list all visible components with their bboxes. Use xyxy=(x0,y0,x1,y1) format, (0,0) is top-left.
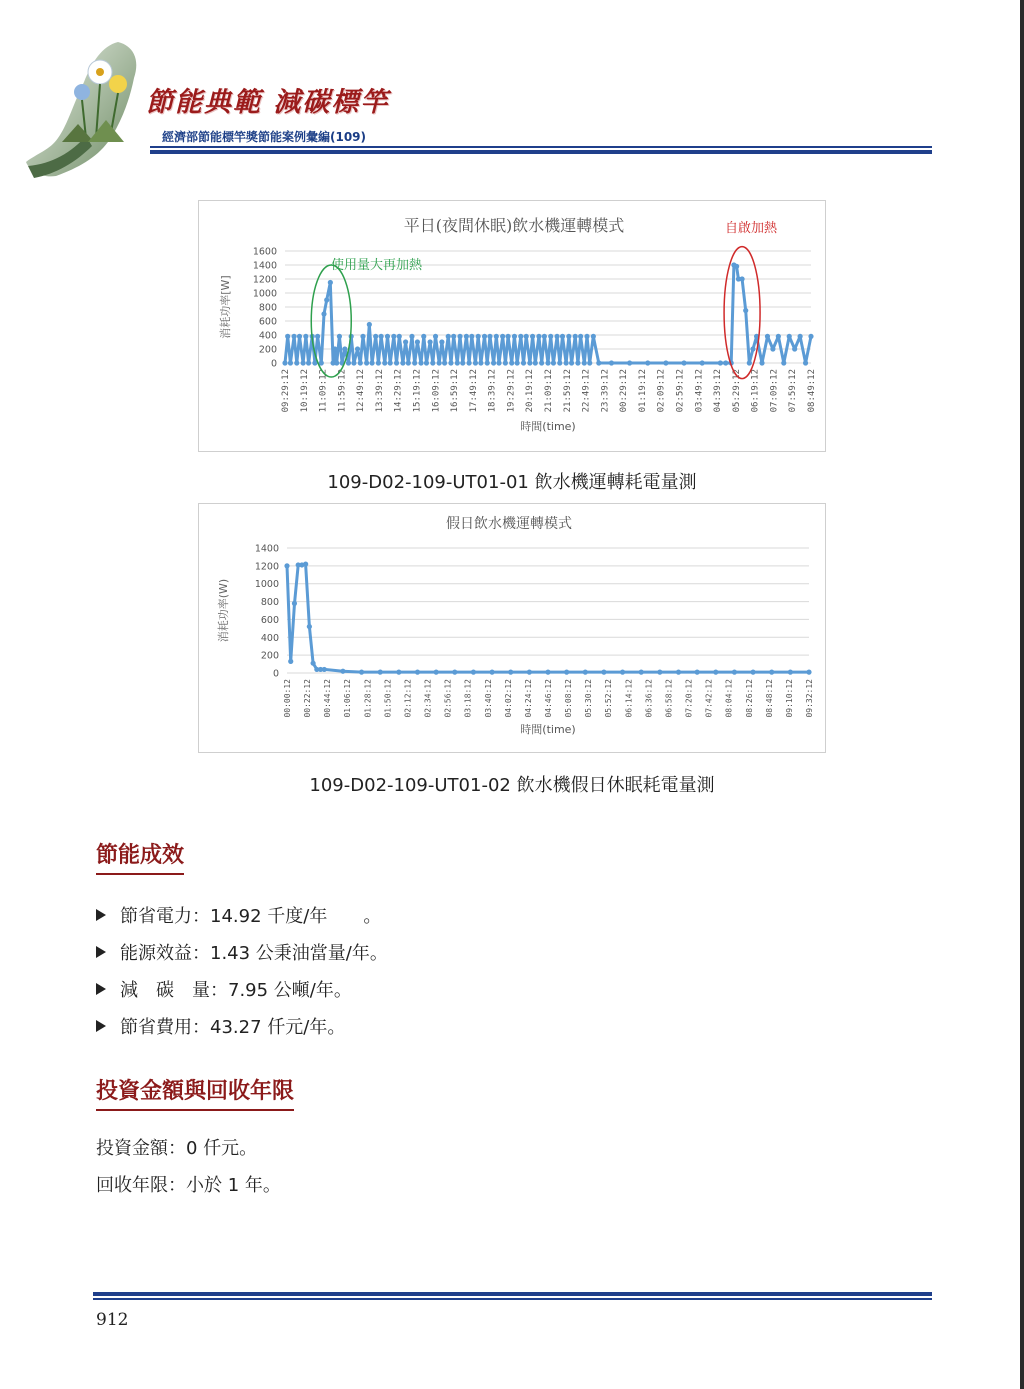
x-tick-label: 21:09:12 xyxy=(544,369,554,413)
data-point xyxy=(451,334,456,339)
data-point xyxy=(564,360,569,365)
y-tick-label: 1400 xyxy=(254,543,279,555)
data-point xyxy=(503,360,508,365)
data-point xyxy=(428,339,433,344)
investment-heading: 投資金額與回收年限 xyxy=(96,1074,294,1111)
data-point xyxy=(478,360,483,365)
data-point xyxy=(700,360,705,365)
list-item xyxy=(96,933,388,970)
data-point xyxy=(803,360,808,365)
data-point xyxy=(521,360,526,365)
data-point xyxy=(288,659,293,664)
data-point xyxy=(340,669,345,674)
x-tick-label: 04:02:12 xyxy=(503,679,513,718)
data-point xyxy=(587,360,592,365)
chart-title: 平日(夜間休眠)飲水機運轉模式 xyxy=(403,216,625,235)
data-point xyxy=(487,334,492,339)
data-point xyxy=(584,334,589,339)
data-point xyxy=(536,334,541,339)
data-point xyxy=(554,334,559,339)
x-tick-label: 21:59:12 xyxy=(562,369,573,413)
x-tick-label: 05:30:12 xyxy=(584,679,594,718)
y-tick-label: 0 xyxy=(270,358,277,370)
savings-electricity: 節省電力：14.92 千度/年 。 xyxy=(120,905,382,927)
y-tick-label: 1200 xyxy=(254,561,279,573)
y-tick-label: 1600 xyxy=(252,246,277,258)
data-point xyxy=(351,360,356,365)
data-point xyxy=(808,334,813,339)
data-point xyxy=(284,563,289,568)
data-point xyxy=(285,334,290,339)
data-point xyxy=(750,670,755,675)
data-point xyxy=(448,360,453,365)
header-rule xyxy=(150,146,932,154)
x-tick-label: 04:39:12 xyxy=(713,369,724,413)
y-tick-label: 600 xyxy=(258,316,277,328)
highlight-ellipse xyxy=(724,247,760,379)
data-point xyxy=(378,670,383,675)
data-point xyxy=(657,670,662,675)
x-tick-label: 03:40:12 xyxy=(483,679,493,718)
data-point xyxy=(473,360,478,365)
x-tick-label: 11:09:12 xyxy=(318,369,329,413)
data-point xyxy=(376,360,381,365)
x-tick-label: 02:34:12 xyxy=(423,679,433,718)
data-point xyxy=(476,334,481,339)
data-point xyxy=(627,360,632,365)
data-point xyxy=(508,670,513,675)
x-tick-label: 08:04:12 xyxy=(724,679,734,718)
data-point xyxy=(596,360,601,365)
x-tick-label: 07:09:12 xyxy=(769,369,780,413)
data-point xyxy=(403,339,408,344)
data-point xyxy=(759,360,764,365)
data-point xyxy=(788,670,793,675)
x-tick-label: 00:00:12 xyxy=(283,679,292,718)
x-tick-label: 01:50:12 xyxy=(383,679,393,718)
data-point xyxy=(524,334,529,339)
data-point xyxy=(391,334,396,339)
data-point xyxy=(394,360,399,365)
investment-amount: 投資金額：0 仟元。 xyxy=(96,1138,258,1159)
data-point xyxy=(385,334,390,339)
data-point xyxy=(303,561,308,566)
arrow-bullet-icon xyxy=(96,946,106,958)
x-tick-label: 05:52:12 xyxy=(604,679,614,718)
data-point xyxy=(321,311,326,316)
data-point xyxy=(439,339,444,344)
data-point xyxy=(609,360,614,365)
data-point xyxy=(512,334,517,339)
y-tick-label: 600 xyxy=(260,614,279,626)
data-point xyxy=(776,334,781,339)
weekday-chart-frame xyxy=(198,200,826,452)
data-point xyxy=(388,360,393,365)
y-axis-label: 消耗功率[W] xyxy=(219,275,232,339)
x-tick-label: 09:29:12 xyxy=(281,369,291,413)
data-point xyxy=(601,670,606,675)
y-tick-label: 1000 xyxy=(254,579,279,591)
data-point xyxy=(566,334,571,339)
x-tick-label: 01:06:12 xyxy=(343,679,353,718)
y-axis-label: 消耗功率(W) xyxy=(217,578,230,643)
data-point xyxy=(482,334,487,339)
data-point xyxy=(315,334,320,339)
data-point xyxy=(303,334,308,339)
data-point xyxy=(769,670,774,675)
y-tick-label: 1000 xyxy=(252,288,277,300)
y-tick-label: 1400 xyxy=(252,260,277,272)
x-tick-label: 07:42:12 xyxy=(704,679,714,718)
data-point xyxy=(367,322,372,327)
page-edge xyxy=(1020,0,1024,1389)
data-point xyxy=(770,346,775,351)
data-point xyxy=(337,334,342,339)
banner-title: 節能典範 減碳標竿 xyxy=(146,87,390,118)
x-tick-label: 02:09:12 xyxy=(656,369,667,413)
x-tick-label: 08:26:12 xyxy=(744,679,754,718)
data-point xyxy=(358,360,363,365)
data-point xyxy=(663,360,668,365)
data-point xyxy=(397,334,402,339)
arrow-bullet-icon xyxy=(96,983,106,995)
data-point xyxy=(645,360,650,365)
x-tick-label: 05:29:12 xyxy=(731,369,742,413)
x-tick-label: 06:19:12 xyxy=(750,369,761,413)
page-number: 912 xyxy=(96,1310,129,1330)
x-tick-label: 01:19:12 xyxy=(637,369,648,413)
data-point xyxy=(798,334,803,339)
data-point xyxy=(291,334,296,339)
data-point xyxy=(396,670,401,675)
data-point xyxy=(765,334,770,339)
data-point xyxy=(369,360,374,365)
data-point xyxy=(294,360,299,365)
data-point xyxy=(569,360,574,365)
x-tick-label: 15:19:12 xyxy=(412,369,423,413)
x-tick-label: 06:58:12 xyxy=(664,679,674,718)
holiday-power-chart xyxy=(199,504,825,752)
data-point xyxy=(433,334,438,339)
data-point xyxy=(743,308,748,313)
weekday-power-chart xyxy=(199,201,825,451)
data-point xyxy=(583,670,588,675)
data-point xyxy=(415,339,420,344)
x-tick-label: 07:20:12 xyxy=(684,679,694,718)
data-point xyxy=(306,360,311,365)
data-point xyxy=(491,360,496,365)
x-tick-label: 08:48:12 xyxy=(764,679,774,718)
data-point xyxy=(307,624,312,629)
x-tick-label: 22:49:12 xyxy=(581,369,592,413)
data-point xyxy=(442,360,447,365)
data-point xyxy=(409,334,414,339)
data-point xyxy=(382,360,387,365)
x-tick-label: 08:49:12 xyxy=(807,369,817,413)
data-point xyxy=(446,334,451,339)
data-point xyxy=(515,360,520,365)
data-point xyxy=(533,360,538,365)
data-point xyxy=(485,360,490,365)
data-point xyxy=(489,670,494,675)
arrow-bullet-icon xyxy=(96,1020,106,1032)
data-point xyxy=(415,670,420,675)
data-point xyxy=(496,360,501,365)
data-point xyxy=(747,360,752,365)
arrow-bullet-icon xyxy=(96,909,106,921)
x-tick-label: 20:19:12 xyxy=(525,369,536,413)
data-point xyxy=(509,360,514,365)
data-point xyxy=(527,360,532,365)
y-tick-label: 800 xyxy=(260,597,279,609)
taiwan-logo-icon xyxy=(22,38,162,180)
data-point xyxy=(573,334,578,339)
data-point xyxy=(412,360,417,365)
y-tick-label: 0 xyxy=(272,668,279,680)
data-point xyxy=(322,667,327,672)
x-tick-label: 17:49:12 xyxy=(468,369,479,413)
list-item xyxy=(96,970,388,1007)
savings-heading: 節能成效 xyxy=(96,838,184,875)
data-point xyxy=(460,360,465,365)
data-point xyxy=(542,334,547,339)
data-point xyxy=(424,360,429,365)
data-point xyxy=(373,334,378,339)
data-point xyxy=(718,360,723,365)
chart-annotation: 自啟加熱 xyxy=(725,221,778,236)
data-point xyxy=(324,297,329,302)
x-tick-label: 00:29:12 xyxy=(619,369,630,413)
y-tick-label: 800 xyxy=(258,302,277,314)
chart1-caption: 109-D02-109-UT01-01 飲水機運轉耗電量測 xyxy=(327,472,697,493)
data-point xyxy=(471,670,476,675)
data-point xyxy=(582,360,587,365)
payback-period: 回收年限：小於 1 年。 xyxy=(96,1175,281,1196)
x-tick-label: 09:32:12 xyxy=(805,679,814,718)
footer-rule xyxy=(93,1292,932,1301)
list-item xyxy=(96,1007,388,1044)
savings-list xyxy=(96,896,388,1044)
data-point xyxy=(437,360,442,365)
data-point xyxy=(332,346,337,351)
x-tick-label: 02:59:12 xyxy=(675,369,686,413)
data-point xyxy=(713,670,718,675)
y-tick-label: 400 xyxy=(260,632,279,644)
data-point xyxy=(732,670,737,675)
x-tick-label: 14:29:12 xyxy=(393,369,404,413)
data-point xyxy=(359,670,364,675)
data-point xyxy=(328,280,333,285)
x-tick-label: 16:59:12 xyxy=(450,369,461,413)
data-point xyxy=(781,360,786,365)
x-tick-label: 03:18:12 xyxy=(463,679,473,718)
x-tick-label: 02:12:12 xyxy=(403,679,413,718)
data-point xyxy=(469,334,474,339)
data-point xyxy=(695,670,700,675)
x-tick-label: 16:09:12 xyxy=(431,369,442,413)
data-point xyxy=(620,670,625,675)
savings-cost: 節省費用：43.27 仟元/年。 xyxy=(120,1016,346,1038)
savings-energy: 能源效益：1.43 公秉油當量/年。 xyxy=(120,942,388,964)
data-point xyxy=(530,334,535,339)
data-point xyxy=(545,670,550,675)
data-point xyxy=(681,360,686,365)
x-tick-label: 09:10:12 xyxy=(784,679,794,718)
data-point xyxy=(548,334,553,339)
data-point xyxy=(545,360,550,365)
x-tick-label: 19:29:12 xyxy=(506,369,517,413)
x-tick-label: 04:46:12 xyxy=(544,679,553,718)
y-tick-label: 200 xyxy=(260,650,279,662)
x-tick-label: 10:19:12 xyxy=(299,369,310,413)
data-point xyxy=(364,360,369,365)
data-point xyxy=(560,334,565,339)
data-point xyxy=(750,346,755,351)
data-point xyxy=(575,360,580,365)
x-tick-label: 04:24:12 xyxy=(523,679,533,718)
savings-carbon: 減 碳 量：7.95 公噸/年。 xyxy=(120,979,352,1001)
data-point xyxy=(564,670,569,675)
data-point xyxy=(639,670,644,675)
data-point xyxy=(342,346,347,351)
data-point xyxy=(464,334,469,339)
data-point xyxy=(457,334,462,339)
data-point xyxy=(334,360,339,365)
data-point xyxy=(311,661,316,666)
data-point xyxy=(578,334,583,339)
data-point xyxy=(288,360,293,365)
data-point xyxy=(297,334,302,339)
x-tick-label: 13:39:12 xyxy=(374,369,385,413)
x-tick-label: 18:39:12 xyxy=(487,369,498,413)
x-tick-label: 11:59:12 xyxy=(337,369,348,413)
data-point xyxy=(360,334,365,339)
data-point xyxy=(355,346,360,351)
data-point xyxy=(734,264,739,269)
banner-subtitle: 經濟部節能標竿獎節能案例彙編(109) xyxy=(162,130,367,144)
holiday-chart-frame xyxy=(198,503,826,753)
x-tick-label: 06:36:12 xyxy=(644,679,654,718)
data-point xyxy=(406,360,411,365)
x-tick-label: 05:08:12 xyxy=(564,679,574,718)
x-tick-label: 00:22:12 xyxy=(303,679,313,718)
data-point xyxy=(806,670,811,675)
x-tick-label: 12:49:12 xyxy=(356,369,367,413)
data-point xyxy=(455,360,460,365)
data-point xyxy=(467,360,472,365)
data-point xyxy=(787,334,792,339)
data-point xyxy=(292,601,297,606)
data-point xyxy=(282,360,287,365)
data-point xyxy=(421,334,426,339)
y-tick-label: 200 xyxy=(258,344,277,356)
x-tick-label: 06:14:12 xyxy=(624,679,634,718)
data-point xyxy=(494,334,499,339)
data-point xyxy=(551,360,556,365)
x-tick-label: 03:49:12 xyxy=(694,369,705,413)
y-tick-label: 1200 xyxy=(252,274,277,286)
x-tick-label: 01:28:12 xyxy=(363,679,373,718)
data-point xyxy=(518,334,523,339)
data-point xyxy=(418,360,423,365)
chart2-caption: 109-D02-109-UT01-02 飲水機假日休眠耗電量測 xyxy=(309,775,715,796)
x-tick-label: 23:39:12 xyxy=(600,369,611,413)
data-point xyxy=(452,670,457,675)
list-item xyxy=(96,896,388,933)
series-line xyxy=(287,564,809,672)
data-point xyxy=(527,670,532,675)
data-point xyxy=(430,360,435,365)
chart-title: 假日飲水機運轉模式 xyxy=(446,516,572,532)
data-point xyxy=(500,334,505,339)
data-point xyxy=(676,670,681,675)
chart-annotation: 使用量大再加熱 xyxy=(331,258,423,273)
data-point xyxy=(792,346,797,351)
data-point xyxy=(739,276,744,281)
y-tick-label: 400 xyxy=(258,330,277,342)
data-point xyxy=(379,334,384,339)
series-line xyxy=(285,265,811,363)
x-tick-label: 07:59:12 xyxy=(788,369,799,413)
data-point xyxy=(723,360,728,365)
x-axis-label: 時間(time) xyxy=(520,420,576,433)
data-point xyxy=(591,334,596,339)
data-point xyxy=(557,360,562,365)
data-point xyxy=(400,360,405,365)
x-tick-label: 02:56:12 xyxy=(443,679,453,718)
x-tick-label: 00:44:12 xyxy=(323,679,333,718)
data-point xyxy=(434,670,439,675)
data-point xyxy=(505,334,510,339)
x-axis-label: 時間(time) xyxy=(520,723,576,736)
data-point xyxy=(301,360,306,365)
data-point xyxy=(346,360,351,365)
data-point xyxy=(539,360,544,365)
